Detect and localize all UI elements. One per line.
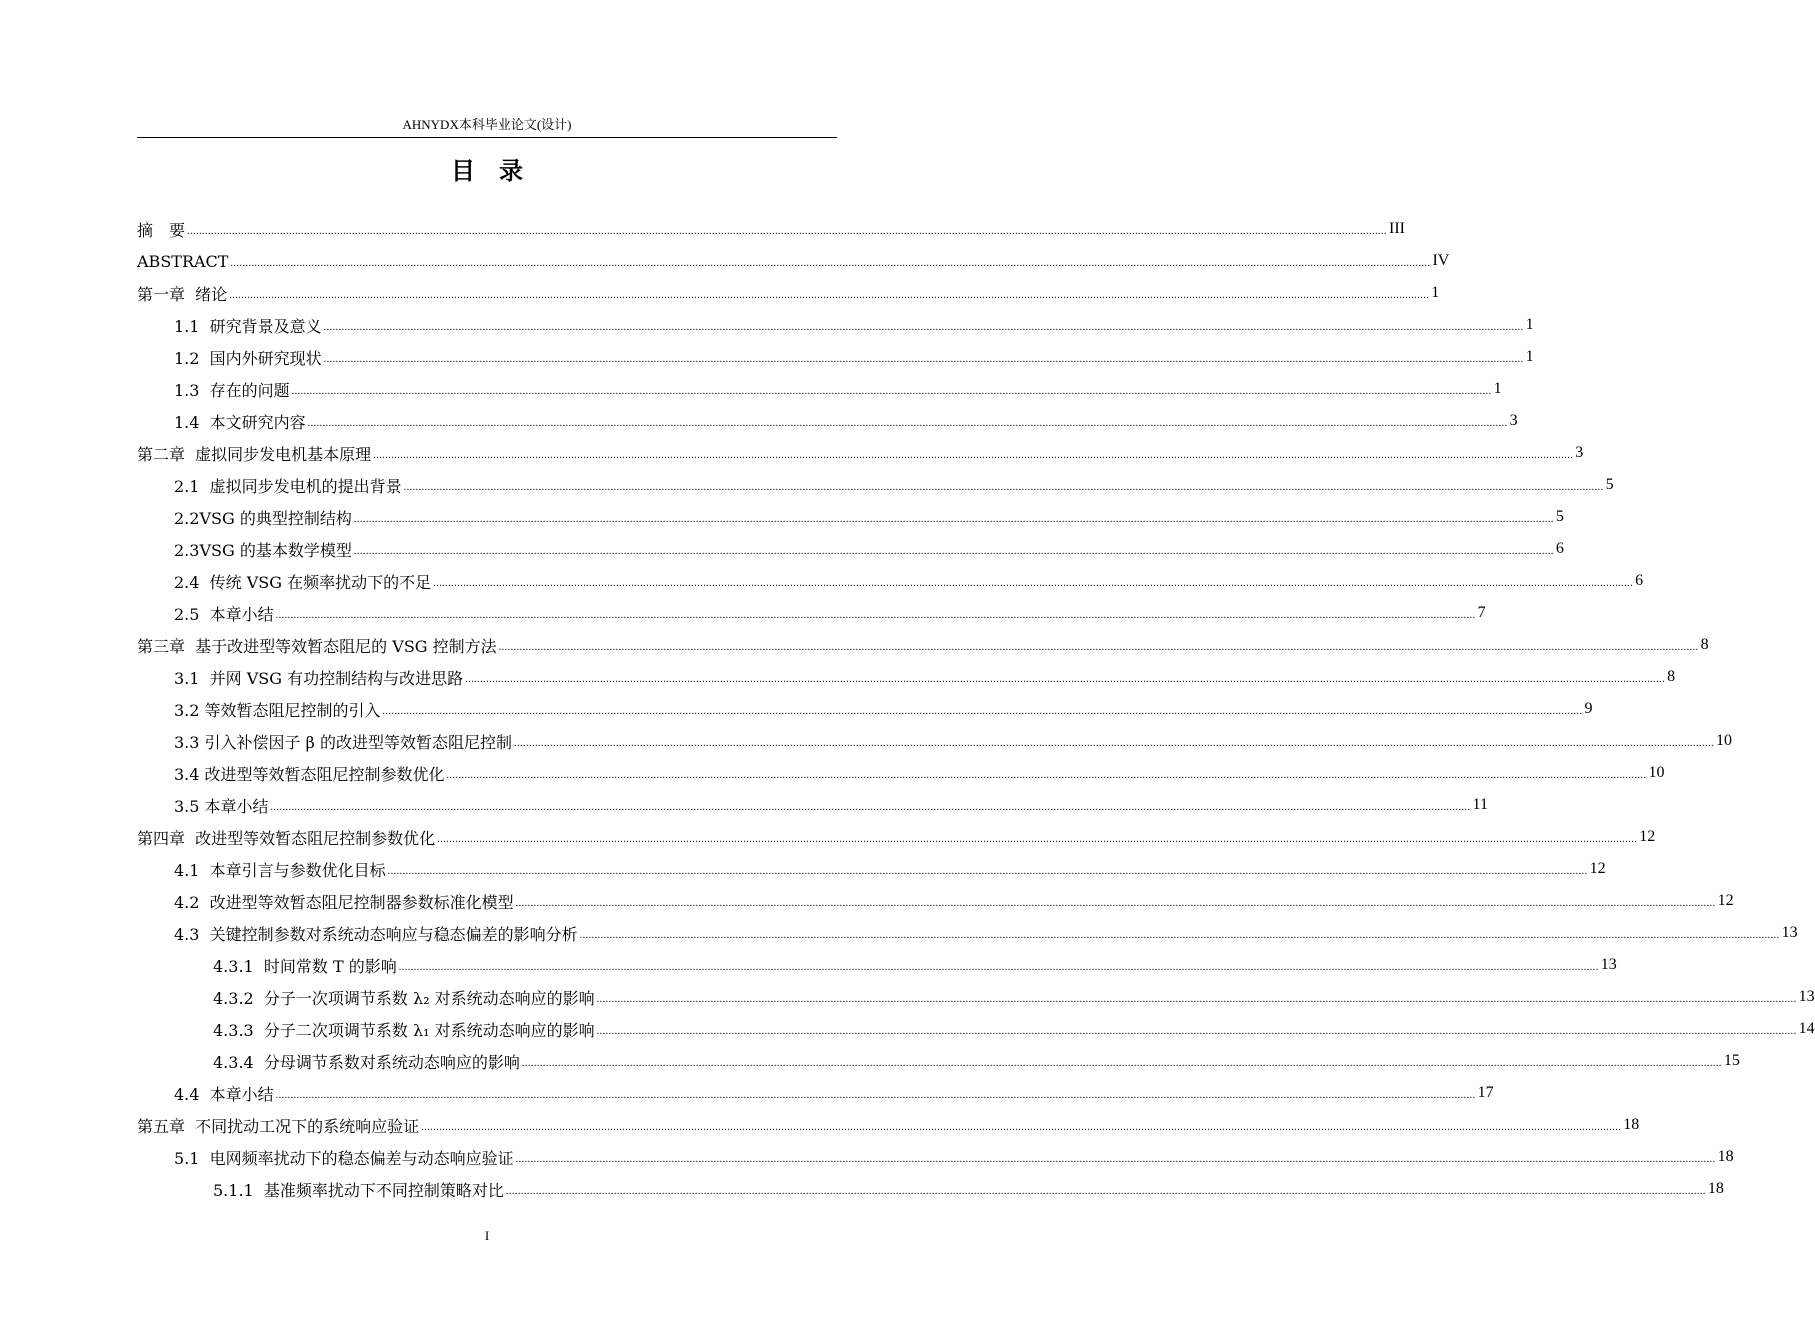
toc-entry[interactable] xyxy=(137,1109,1640,1141)
toc-entry-page: 18 xyxy=(1707,1180,1724,1197)
table-of-contents xyxy=(137,213,1815,1205)
toc-entry-page: 1 xyxy=(1525,348,1534,365)
header-rule xyxy=(137,137,837,138)
toc-entry[interactable] xyxy=(137,693,1593,725)
toc-entry-page: 3 xyxy=(1575,444,1584,461)
toc-entry-page: 5 xyxy=(1555,508,1564,525)
toc-entry[interactable] xyxy=(137,1077,1494,1109)
toc-leader-dots: ................................................................................................................................................................................................................................................................................................................................................................................................................ xyxy=(387,866,1588,877)
toc-entry-page: 6 xyxy=(1555,540,1564,557)
toc-leader-dots: ................................................................................................................................................................................................................................................................................................................................................................................................................ xyxy=(353,546,1554,557)
toc-entry-page: 13 xyxy=(1781,924,1798,941)
toc-entry-page: 12 xyxy=(1639,828,1656,845)
toc-leader-dots: ................................................................................................................................................................................................................................................................................................................................................................................................................ xyxy=(398,962,1599,973)
toc-entry[interactable] xyxy=(137,949,1617,981)
toc-leader-dots: ................................................................................................................................................................................................................................................................................................................................................................................................................ xyxy=(515,1154,1716,1165)
toc-entry-label: 5.1 电网频率扰动下的稳态偏差与动态响应验证 xyxy=(174,1148,514,1168)
toc-entry-label: 3.2 等效暂态阻尼控制的引入 xyxy=(174,700,381,720)
toc-entry[interactable] xyxy=(137,981,1815,1013)
toc-leader-dots: ................................................................................................................................................................................................................................................................................................................................................................................................................ xyxy=(465,674,1666,685)
toc-entry-page: 12 xyxy=(1589,860,1606,877)
toc-entry-label: 摘 要 xyxy=(137,220,186,240)
toc-entry-page: IV xyxy=(1432,252,1450,269)
toc-entry[interactable] xyxy=(137,725,1732,757)
toc-entry-label: 4.3.4 分母调节系数对系统动态响应的影响 xyxy=(213,1052,520,1072)
toc-entry[interactable] xyxy=(137,309,1534,341)
toc-leader-dots: ................................................................................................................................................................................................................................................................................................................................................................................................................ xyxy=(270,802,1471,813)
toc-leader-dots: ................................................................................................................................................................................................................................................................................................................................................................................................................ xyxy=(596,994,1797,1005)
toc-entry-page: 8 xyxy=(1667,668,1676,685)
toc-entry[interactable] xyxy=(137,469,1614,501)
toc-leader-dots: ................................................................................................................................................................................................................................................................................................................................................................................................................ xyxy=(307,418,1508,429)
toc-entry-page: 3 xyxy=(1509,412,1518,429)
toc-entry-label: 第二章 虚拟同步发电机基本原理 xyxy=(137,444,372,464)
toc-leader-dots: ................................................................................................................................................................................................................................................................................................................................................................................................................ xyxy=(230,258,1431,269)
toc-entry-label: 3.1 并网 VSG 有功控制结构与改进思路 xyxy=(174,668,464,688)
toc-leader-dots: ................................................................................................................................................................................................................................................................................................................................................................................................................ xyxy=(275,610,1476,621)
toc-leader-dots: ................................................................................................................................................................................................................................................................................................................................................................................................................ xyxy=(275,1090,1476,1101)
toc-entry-label: 1.4 本文研究内容 xyxy=(174,412,306,432)
toc-entry-page: 17 xyxy=(1477,1084,1494,1101)
toc-entry[interactable] xyxy=(137,245,1450,277)
toc-leader-dots: ................................................................................................................................................................................................................................................................................................................................................................................................................ xyxy=(505,1186,1706,1197)
toc-leader-dots: ................................................................................................................................................................................................................................................................................................................................................................................................................ xyxy=(229,290,1430,301)
toc-entry[interactable] xyxy=(137,1013,1815,1045)
toc-entry-page: 7 xyxy=(1477,604,1486,621)
toc-leader-dots: ................................................................................................................................................................................................................................................................................................................................................................................................................ xyxy=(433,578,1634,589)
toc-entry-page: 6 xyxy=(1635,572,1644,589)
toc-entry[interactable] xyxy=(137,853,1606,885)
toc-entry[interactable] xyxy=(137,917,1798,949)
toc-entry-page: 12 xyxy=(1717,892,1734,909)
toc-entry[interactable] xyxy=(137,789,1488,821)
page-number: I xyxy=(484,1228,490,1243)
toc-leader-dots: ................................................................................................................................................................................................................................................................................................................................................................................................................ xyxy=(515,898,1716,909)
toc-entry[interactable] xyxy=(137,213,1405,245)
toc-entry-label: 3.3 引入补偿因子 β 的改进型等效暂态阻尼控制 xyxy=(174,732,512,752)
toc-entry[interactable] xyxy=(137,373,1502,405)
toc-entry[interactable] xyxy=(137,757,1665,789)
toc-entry-page: 18 xyxy=(1623,1116,1640,1133)
toc-entry[interactable] xyxy=(137,437,1584,469)
toc-leader-dots: ................................................................................................................................................................................................................................................................................................................................................................................................................ xyxy=(579,930,1780,941)
toc-entry-page: 8 xyxy=(1700,636,1709,653)
toc-entry[interactable] xyxy=(137,341,1534,373)
toc-entry-page: 1 xyxy=(1431,284,1440,301)
toc-entry[interactable] xyxy=(137,501,1564,533)
toc-entry[interactable] xyxy=(137,1141,1734,1173)
toc-entry-page: 11 xyxy=(1472,796,1488,813)
toc-entry-label: 4.3.1 时间常数 T 的影响 xyxy=(213,956,397,976)
toc-entry-label: 第三章 基于改进型等效暂态阻尼的 VSG 控制方法 xyxy=(137,636,497,656)
toc-leader-dots: ................................................................................................................................................................................................................................................................................................................................................................................................................ xyxy=(353,514,1554,525)
toc-entry-page: 13 xyxy=(1600,956,1617,973)
toc-entry-page: 18 xyxy=(1717,1148,1734,1165)
toc-entry-page: 10 xyxy=(1715,732,1732,749)
toc-leader-dots: ................................................................................................................................................................................................................................................................................................................................................................................................................ xyxy=(187,226,1388,237)
toc-entry-label: 3.4 改进型等效暂态阻尼控制参数优化 xyxy=(174,764,445,784)
toc-entry-page: 14 xyxy=(1798,1020,1815,1037)
toc-entry[interactable] xyxy=(137,277,1440,309)
toc-leader-dots: ................................................................................................................................................................................................................................................................................................................................................................................................................ xyxy=(421,1122,1622,1133)
toc-entry-label: 4.3.2 分子一次项调节系数 λ₂ 对系统动态响应的影响 xyxy=(213,988,595,1008)
toc-entry-label: 2.5 本章小结 xyxy=(174,604,274,624)
toc-entry-label: 1.1 研究背景及意义 xyxy=(174,316,322,336)
toc-leader-dots: ................................................................................................................................................................................................................................................................................................................................................................................................................ xyxy=(437,834,1638,845)
toc-leader-dots: ................................................................................................................................................................................................................................................................................................................................................................................................................ xyxy=(373,450,1574,461)
toc-entry[interactable] xyxy=(137,1173,1724,1205)
toc-entry[interactable] xyxy=(137,405,1518,437)
toc-entry-label: 2.2VSG 的典型控制结构 xyxy=(174,508,352,528)
toc-entry-label: 1.2 国内外研究现状 xyxy=(174,348,322,368)
toc-entry-page: 15 xyxy=(1723,1052,1740,1069)
toc-entry-label: 4.4 本章小结 xyxy=(174,1084,274,1104)
toc-entry-page: 13 xyxy=(1798,988,1815,1005)
page-header: AHNYDX本科毕业论文(设计) xyxy=(402,117,572,132)
toc-entry-label: 第一章 绪论 xyxy=(137,284,228,304)
toc-leader-dots: ................................................................................................................................................................................................................................................................................................................................................................................................................ xyxy=(291,386,1492,397)
toc-entry-label: 4.2 改进型等效暂态阻尼控制器参数标准化模型 xyxy=(174,892,514,912)
toc-leader-dots: ................................................................................................................................................................................................................................................................................................................................................................................................................ xyxy=(323,354,1524,365)
toc-entry[interactable] xyxy=(137,565,1644,597)
toc-leader-dots: ................................................................................................................................................................................................................................................................................................................................................................................................................ xyxy=(382,706,1583,717)
toc-entry-label: 第五章 不同扰动工况下的系统响应验证 xyxy=(137,1116,420,1136)
toc-entry[interactable] xyxy=(137,533,1564,565)
toc-entry-page: III xyxy=(1389,220,1405,237)
toc-entry-label: 4.1 本章引言与参数优化目标 xyxy=(174,860,386,880)
toc-entry-page: 1 xyxy=(1525,316,1534,333)
toc-entry-label: 4.3.3 分子二次项调节系数 λ₁ 对系统动态响应的影响 xyxy=(213,1020,595,1040)
toc-entry-page: 9 xyxy=(1584,700,1593,717)
toc-entry-label: 2.4 传统 VSG 在频率扰动下的不足 xyxy=(174,572,432,592)
toc-leader-dots: ................................................................................................................................................................................................................................................................................................................................................................................................................ xyxy=(596,1026,1797,1037)
toc-leader-dots: ................................................................................................................................................................................................................................................................................................................................................................................................................ xyxy=(446,770,1647,781)
toc-entry-label: 第四章 改进型等效暂态阻尼控制参数优化 xyxy=(137,828,436,848)
toc-leader-dots: ................................................................................................................................................................................................................................................................................................................................................................................................................ xyxy=(498,642,1699,653)
toc-entry-label: 3.5 本章小结 xyxy=(174,796,269,816)
toc-entry-page: 1 xyxy=(1493,380,1502,397)
toc-leader-dots: ................................................................................................................................................................................................................................................................................................................................................................................................................ xyxy=(403,482,1604,493)
toc-entry[interactable] xyxy=(137,629,1709,661)
toc-entry-page: 5 xyxy=(1605,476,1614,493)
toc-entry[interactable] xyxy=(137,885,1734,917)
toc-entry-label: 2.1 虚拟同步发电机的提出背景 xyxy=(174,476,402,496)
toc-leader-dots: ................................................................................................................................................................................................................................................................................................................................................................................................................ xyxy=(323,322,1524,333)
toc-entry-label: ABSTRACT xyxy=(137,251,229,271)
toc-entry-label: 1.3 存在的问题 xyxy=(174,380,290,400)
toc-entry-label: 5.1.1 基准频率扰动下不同控制策略对比 xyxy=(213,1180,504,1200)
toc-entry[interactable] xyxy=(137,1045,1740,1077)
toc-entry[interactable] xyxy=(137,597,1486,629)
toc-leader-dots: ................................................................................................................................................................................................................................................................................................................................................................................................................ xyxy=(513,738,1714,749)
toc-entry-label: 2.3VSG 的基本数学模型 xyxy=(174,540,352,560)
toc-entry[interactable] xyxy=(137,661,1676,693)
toc-entry-label: 4.3 关键控制参数对系统动态响应与稳态偏差的影响分析 xyxy=(174,924,578,944)
toc-leader-dots: ................................................................................................................................................................................................................................................................................................................................................................................................................ xyxy=(521,1058,1722,1069)
toc-entry-page: 10 xyxy=(1648,764,1665,781)
toc-entry[interactable] xyxy=(137,821,1656,853)
toc-title: 目录 xyxy=(451,157,547,185)
